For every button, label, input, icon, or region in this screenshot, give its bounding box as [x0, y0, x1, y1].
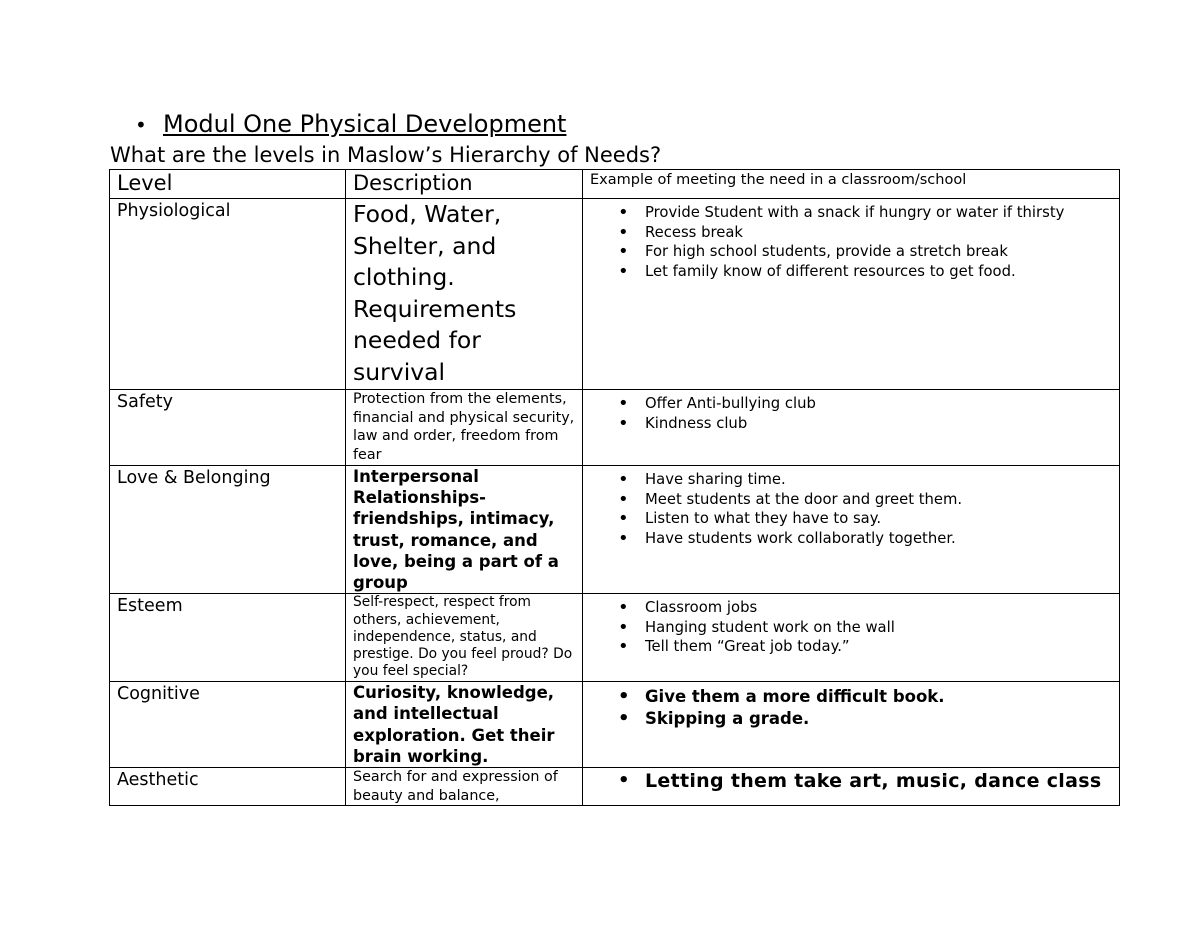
table-row [110, 682, 1120, 768]
description-cell: Search for and expression of beauty and balance, [346, 768, 583, 806]
level-cell: Safety [110, 390, 346, 466]
example-list [590, 199, 1112, 281]
maslow-table [109, 169, 1120, 806]
table-row [110, 199, 1120, 390]
description-cell: Self-respect, respect from others, achievement, independence, status, and prestige. Do you feel proud? Do you feel special? [346, 594, 583, 682]
level-cell: Love & Belonging [110, 466, 346, 594]
example-list [590, 682, 1112, 729]
list-item: • Have students work collaboratly together. [590, 529, 1112, 549]
level-cell: Physiological [110, 199, 346, 390]
example-cell [583, 466, 1120, 594]
level-cell: Esteem [110, 594, 346, 682]
level-cell: Cognitive [110, 682, 346, 768]
list-item: • Meet students at the door and greet them. [590, 490, 1112, 510]
description-cell: Curiosity, knowledge, and intellectual exploration. Get their brain working. [346, 682, 583, 768]
list-item: • Give them a more difficult book. [590, 686, 1112, 708]
list-item: • Hanging student work on the wall [590, 618, 1112, 638]
description-cell: Interpersonal Relationships- friendships, intimacy, trust, romance, and love, being a part of a group [346, 466, 583, 594]
table-row [110, 466, 1120, 594]
description-cell: Protection from the elements, financial and physical security, law and order, freedom from fear [346, 390, 583, 466]
list-item: • Tell them “Great job today.” [590, 637, 1112, 657]
header-example: Example of meeting the need in a classroom/school [583, 170, 1120, 199]
example-list [590, 390, 1112, 433]
example-cell [583, 594, 1120, 682]
module-title: Modul One Physical Development [163, 110, 567, 138]
list-item: • Provide Student with a snack if hungry or water if thirsty [590, 203, 1112, 223]
table-header-row [110, 170, 1120, 199]
header-level: Level [110, 170, 346, 199]
bullet-icon: • [135, 113, 147, 137]
list-item: • Recess break [590, 223, 1112, 243]
table-row [110, 768, 1120, 806]
example-cell [583, 390, 1120, 466]
description-cell: Food, Water, Shelter, and clothing. Requirements needed for survival [346, 199, 583, 390]
list-item: • Offer Anti-bullying club [590, 394, 1112, 414]
example-list [590, 768, 1112, 794]
list-item: • Skipping a grade. [590, 708, 1112, 730]
level-cell: Aesthetic [110, 768, 346, 806]
table-row [110, 594, 1120, 682]
list-item: • Kindness club [590, 414, 1112, 434]
list-item: • Let family know of different resources to get food. [590, 262, 1112, 282]
list-item: • Have sharing time. [590, 470, 1112, 490]
example-cell [583, 768, 1120, 806]
module-heading [135, 109, 566, 140]
example-cell [583, 682, 1120, 768]
list-item: • For high school students, provide a stretch break [590, 242, 1112, 262]
list-item: • Letting them take art, music, dance class [590, 768, 1112, 794]
example-list [590, 594, 1112, 657]
example-list [590, 466, 1112, 548]
example-cell [583, 199, 1120, 390]
header-description: Description [346, 170, 583, 199]
page-question: What are the levels in Maslow’s Hierarchy of Needs? [110, 143, 662, 167]
list-item: • Classroom jobs [590, 598, 1112, 618]
list-item: • Listen to what they have to say. [590, 509, 1112, 529]
table-row [110, 390, 1120, 466]
